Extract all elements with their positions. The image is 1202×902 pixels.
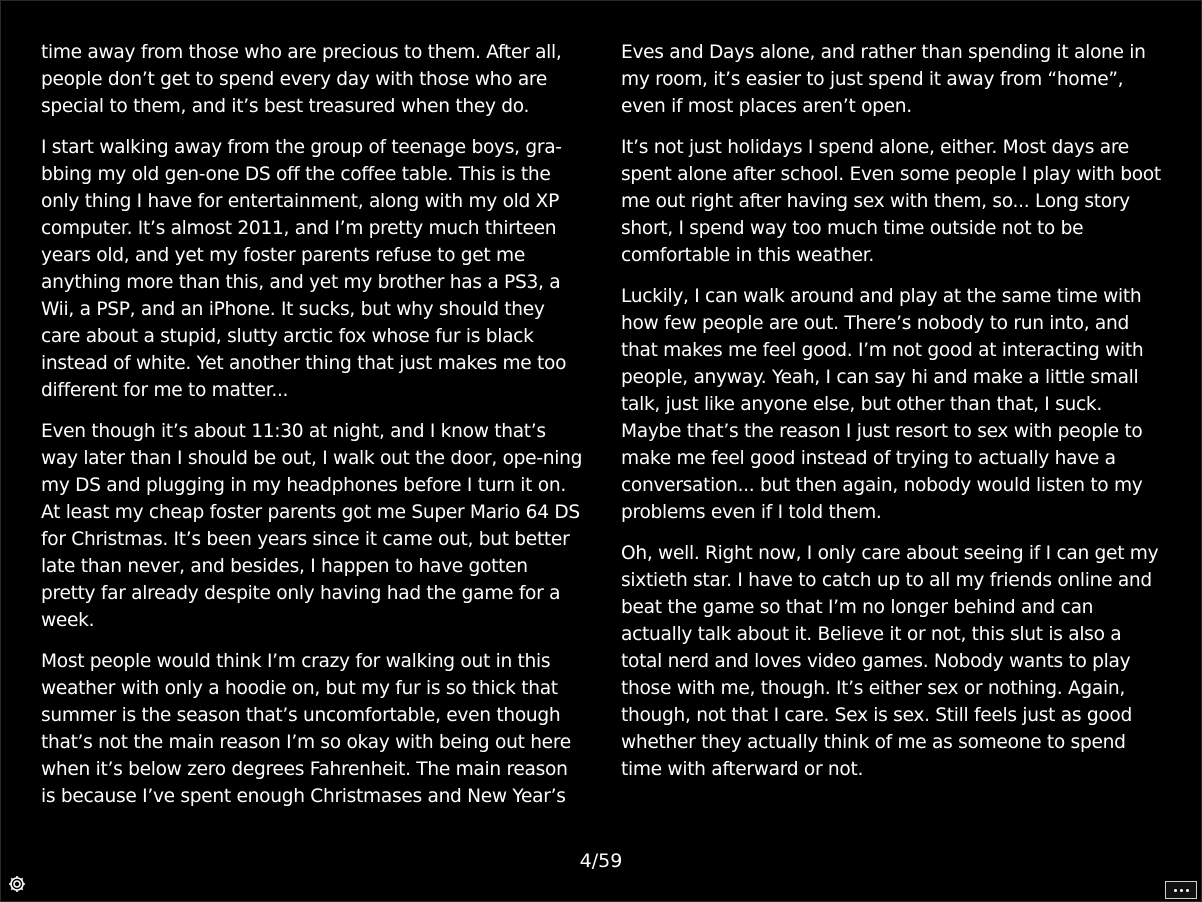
paragraph: Luckily, I can walk around and play at the same time with how few people are out. There’s nobody to run into, and that makes me feel good. I’m not good at interacting with people, anyway. Yeah, I can say hi and make a little small talk, just like anyone else, but other than that, I suck. Maybe that’s the reason I just resort to sex with people to make me feel good instead of trying to actually have a conversation... but then again, nobody would listen to my problems even if I told them. — [621, 286, 1144, 523]
dot — [1186, 889, 1189, 892]
paragraph: Most people would think I’m crazy for walking out in this weather with only a hoodie on, but my fur is so thick that summer is the season that’s uncomfortable, even though that’s not the main reason I’m so okay with being out here when it’s below zero degrees Fahrenheit. The main reason is because I’ve spent enough Christmases and New Year’s — [41, 651, 571, 807]
page-indicator: 4/59 — [579, 850, 623, 872]
dot — [1180, 889, 1183, 892]
paragraph: Oh, well. Right now, I only care about seeing if I can get my sixtieth star. I have to catch up to all my friends online and beat the game so that I’m no longer behind and can actually talk about it. Believe it or not, this slut is also a total nerd and loves video games. Nobody wants to play those with me, though. It’s either sex or nothing. Again, though, not that I care. Sex is sex. Still feels just as good whether they actually think of me as someone to spend time with afterward or not. — [621, 543, 1159, 780]
paragraph: time away from those who are precious to them. After all, people don’t get to spend every day with those who are special to them, and it’s best treasured when they do. — [41, 42, 562, 117]
paragraph: It’s not just holidays I spend alone, either. Most days are spent alone after school. Even some people I play with boot me out right after having sex with them, so... Long story short, I spend way too much time outside not to be comfortable in this weather. — [621, 137, 1161, 266]
paragraph: I start walking away from the group of teenage boys, gra-bbing my old gen-one DS off the coffee table. This is the only thing I have for entertainment, along with my old XP computer. It’s almost 2011, and I’m pretty much thirteen years old, and yet my foster parents refuse to get me anything more than this, and yet my brother has a PS3, a Wii, a PSP, and an iPhone. It sucks, but why should they care about a stupid, slutty arctic fox whose fur is black instead of white. Yet another thing that just makes me too different for me to matter... — [41, 137, 567, 401]
gear-icon[interactable] — [7, 874, 27, 894]
right-page-column — [621, 39, 1166, 797]
left-page-column — [41, 39, 586, 824]
paragraph: Even though it’s about 11:30 at night, and I know that’s way later than I should be out, I walk out the door, ope-ning my DS and plugging in my headphones before I turn it on. At least my cheap foster parents got me Super Mario 64 DS for Christmas. It’s been years since it came out, but better late than never, and besides, I happen to have gotten pretty far already despite only having had the game for a week. — [41, 421, 583, 631]
dot — [1174, 889, 1177, 892]
paragraph: Eves and Days alone, and rather than spending it alone in my room, it’s easier to just spend it away from “home”, even if most places aren’t open. — [621, 42, 1146, 117]
more-options-icon[interactable] — [1165, 881, 1197, 899]
